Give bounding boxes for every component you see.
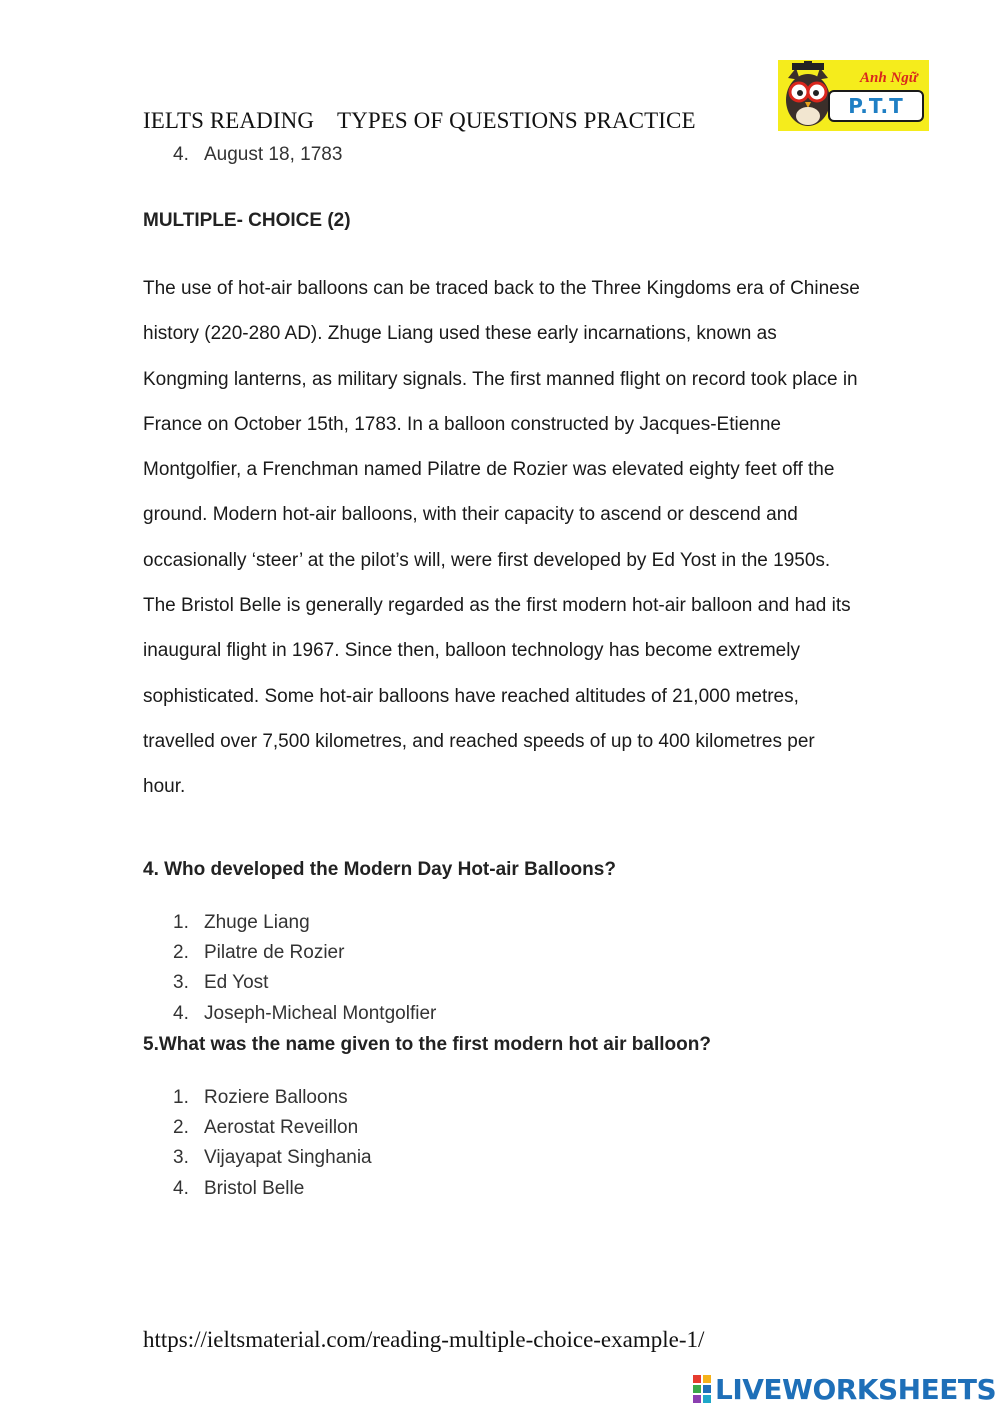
option-item xyxy=(143,1113,372,1143)
passage-line: occasionally ‘steer’ at the pilot’s will, were first developed by Ed Yost in the 1950s. xyxy=(143,549,831,571)
logo-top-text: Anh Ngữ xyxy=(860,70,918,86)
passage-line: history (220-280 AD). Zhuge Liang used these early incarnations, known as xyxy=(143,323,777,345)
option-number: 4. xyxy=(173,144,189,165)
option-number: 3. xyxy=(173,1147,189,1169)
option-item xyxy=(143,1174,372,1204)
option-item xyxy=(143,968,436,998)
page-header-title: IELTS READING TYPES OF QUESTIONS PRACTICE xyxy=(143,108,696,133)
passage-line: sophisticated. Some hot-air balloons have reached altitudes of 21,000 metres, xyxy=(143,685,799,707)
passage-line: Kongming lanterns, as military signals. The first manned flight on record took place in xyxy=(143,368,858,390)
liveworksheets-text: LIVEWORKSHEETS xyxy=(715,1372,997,1406)
option-item xyxy=(143,938,436,968)
passage-line: hour. xyxy=(143,776,186,798)
question-5: 5.What was the name given to the first modern hot air balloon? xyxy=(143,1034,711,1055)
question-4-options xyxy=(143,908,436,1029)
reading-passage xyxy=(143,266,923,810)
option-text: Joseph-Micheal Montgolfier xyxy=(204,1002,437,1024)
option-number: 2. xyxy=(173,942,189,964)
option-text: Roziere Balloons xyxy=(204,1087,348,1108)
question-5-options xyxy=(143,1083,372,1204)
passage-line: The Bristol Belle is generally regarded as the first modern hot-air balloon and had its xyxy=(143,595,851,617)
option-number: 4. xyxy=(173,1177,189,1199)
passage-line: France on October 15th, 1783. In a balloon constructed by Jacques-Etienne xyxy=(143,413,781,435)
option-text: Ed Yost xyxy=(204,972,269,994)
passage-line: Montgolfier, a Frenchman named Pilatre de Rozier was elevated eighty feet off the xyxy=(143,459,835,481)
liveworksheets-watermark xyxy=(693,1373,996,1405)
option-item xyxy=(143,1143,372,1173)
passage-line: The use of hot-air balloons can be traced back to the Three Kingdoms era of Chinese xyxy=(143,278,860,299)
previous-options-list xyxy=(143,140,342,170)
brand-logo xyxy=(778,60,929,131)
option-number: 3. xyxy=(173,972,189,994)
source-url[interactable]: https://ieltsmaterial.com/reading-multiple-choice-example-1/ xyxy=(143,1327,705,1352)
liveworksheets-logo-icon xyxy=(693,1375,711,1403)
option-item xyxy=(143,908,436,938)
option-text: August 18, 1783 xyxy=(204,144,343,165)
option-number: 1. xyxy=(173,912,189,933)
option-text: Zhuge Liang xyxy=(204,912,310,933)
option-text: Bristol Belle xyxy=(204,1177,305,1199)
option-number: 4. xyxy=(173,1002,189,1024)
passage-line: ground. Modern hot-air balloons, with their capacity to ascend or descend and xyxy=(143,504,798,526)
list-item xyxy=(143,140,342,170)
option-number: 1. xyxy=(173,1087,189,1108)
option-number: 2. xyxy=(173,1117,189,1139)
option-item xyxy=(143,1083,372,1113)
passage-line: travelled over 7,500 kilometres, and reached speeds of up to 400 kilometres per xyxy=(143,730,815,752)
logo-main-text: P.T.T xyxy=(828,90,924,122)
option-item xyxy=(143,999,436,1029)
section-heading: MULTIPLE- CHOICE (2) xyxy=(143,210,351,231)
option-text: Pilatre de Rozier xyxy=(204,942,345,964)
option-text: Vijayapat Singhania xyxy=(204,1147,372,1169)
passage-line: inaugural flight in 1967. Since then, balloon technology has become extremely xyxy=(143,640,800,662)
option-text: Aerostat Reveillon xyxy=(204,1117,359,1139)
question-4: 4. Who developed the Modern Day Hot-air Balloons? xyxy=(143,859,616,880)
